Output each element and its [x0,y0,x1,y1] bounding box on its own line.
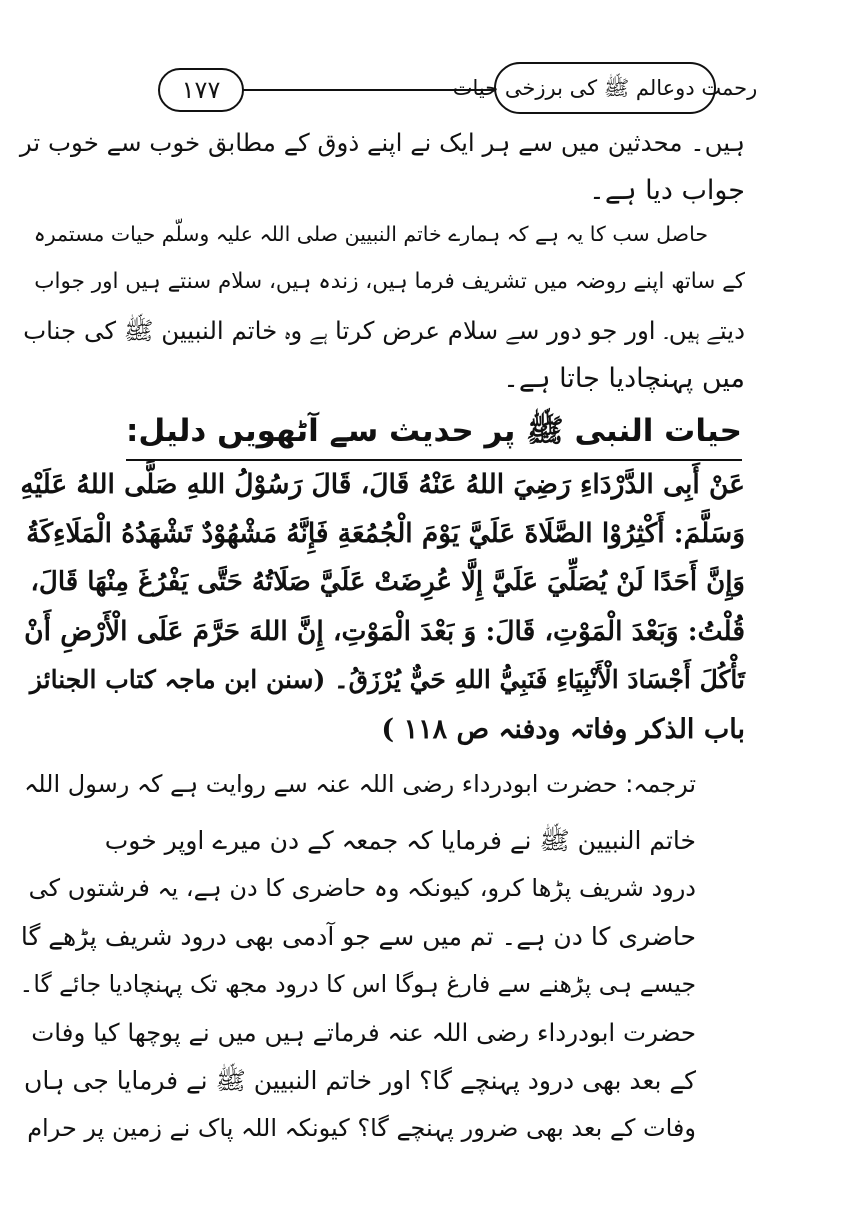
translation-line: جیسے ہی پڑھنے سے فارغ ہوگا اس کا درود مجھ تک پہنچادیا جائے گا۔ [19,970,696,998]
translation-line: ترجمہ: حضرت ابودرداء رضی اللہ عنہ سے روایت ہے کہ رسول اللہ [24,770,696,798]
hadith-line: وَإِنَّ أَحَدًا لَنْ يُصَلِّيَ عَلَيَّ إِلَّا عُرِضَتْ عَلَيَّ صَلَاتُهُ حَتَّى يَفْرُغَ مِنْهَا قَالَ، [30,567,745,597]
intro-line: کے ساتھ اپنے روضہ میں تشریف فرما ہیں، زندہ ہیں، سلام سنتے ہیں اور جواب [34,269,745,294]
page-number: ۱۷۷ [158,68,244,112]
intro-line: حاصل سب کا یہ ہے کہ ہمارے خاتم النبیین صلی اللہ علیہ وسلّم حیات مستمرہ [33,222,708,246]
translation-line: درود شریف پڑھا کرو، کیونکہ وہ حاضری کا دن ہے، یہ فرشتوں کی [28,874,696,902]
translation-line: حضرت ابودرداء رضی اللہ عنہ فرماتے ہیں میں نے پوچھا کیا وفات [31,1018,696,1047]
hadith-reference: باب الذکر وفاتہ ودفنہ ص ۱۱۸ ) [381,714,745,745]
hadith-line: قُلْتُ: وَبَعْدَ الْمَوْتِ، قَالَ: وَ بَعْدَ الْمَوْتِ، إِنَّ اللهَ حَرَّمَ عَلَى الْأَرْضِ أَنْ [24,616,745,647]
translation-line: حاضری کا دن ہے۔ تم میں سے جو آدمی بھی درود شریف پڑھے گا [20,922,696,951]
intro-line: دیتے ہیں۔ اور جو دور سے سلام عرض کرتا ہے وہ خاتم النبیین ﷺ کی جناب [23,316,745,345]
hadith-line: تَأْكُلَ أَجْسَادَ الْأَنْبِيَاءِ فَنَبِيُّ اللهِ حَيٌّ يُرْزَقُ۔ (سنن ابن ماجہ کتاب الجنائز [29,665,745,694]
section-heading-text: حیات النبی ﷺ پر حدیث سے آٹھویں دلیل: [126,412,742,461]
intro-line: جواب دیا ہے۔ [589,175,745,206]
intro-line: میں پہنچادیا جاتا ہے۔ [503,363,745,394]
translation-line: وفات کے بعد بھی ضرور پہنچے گا؟ کیونکہ اللہ پاک نے زمین پر حرام [27,1114,696,1142]
intro-line: ہیں۔ محدثین میں سے ہر ایک نے اپنے ذوق کے مطابق خوب سے خوب تر [19,128,745,157]
section-heading [0,412,868,461]
translation-line: کے بعد بھی درود پہنچے گا؟ اور خاتم النبیین ﷺ نے فرمایا جی ہاں [23,1066,696,1095]
hadith-line: عَنْ أَبِی الدَّرْدَاءِ رَضِيَ اللهُ عَنْهُ قَالَ، قَالَ رَسُوْلُ اللهِ صَلَّى اللهُ عَلَيْهِ [20,469,745,500]
hadith-line: وَسَلَّمَ: أَكْثِرُوْا الصَّلَاةَ عَلَيَّ يَوْمَ الْجُمُعَةِ فَإِنَّهُ مَشْهُوْدٌ تَشْهَدُهُ الْمَلَاءِكَةُ [26,518,745,549]
running-title: رحمت دوعالم ﷺ کی برزخی حیات [494,62,716,114]
translation-line: خاتم النبیین ﷺ نے فرمایا کہ جمعہ کے دن میرے اوپر خوب [104,826,696,855]
